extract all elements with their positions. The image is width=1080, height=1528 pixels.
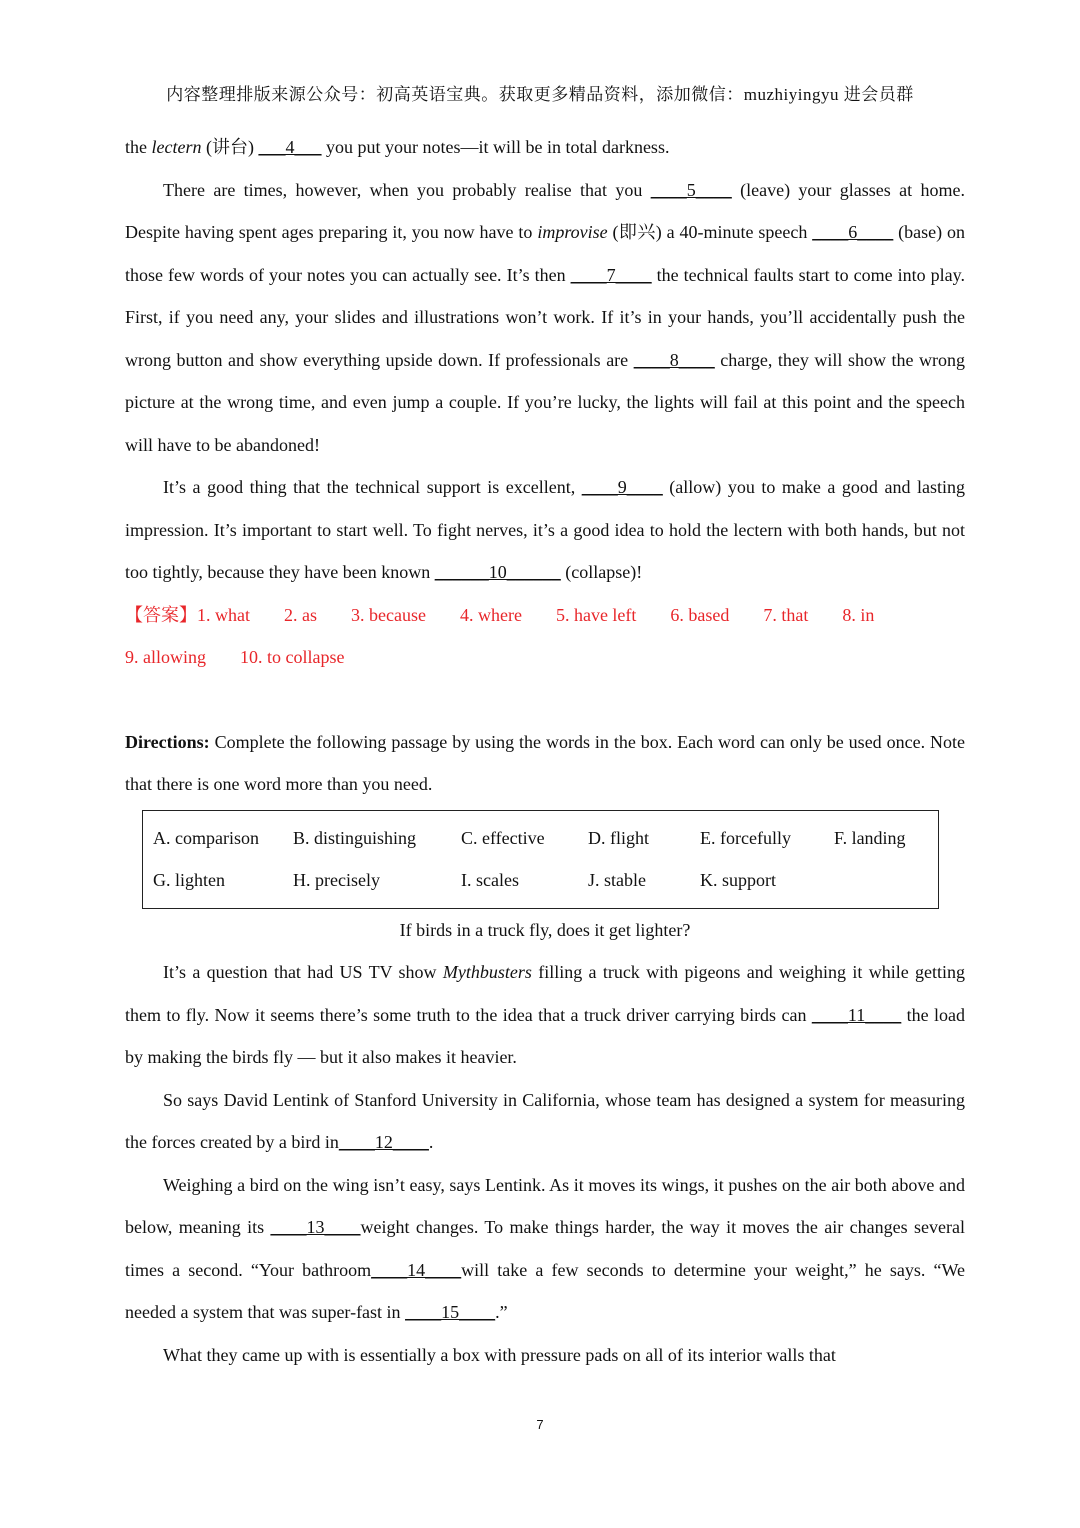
passage-paragraph-3: Weighing a bird on the wing isn’t easy, says Lentink. As it moves its wings, it pushes on the air both above and below, meaning its ____13____weight changes. To make things harder, the way it moves the air changes several times a second. “Your bathroom____14____will take a few seconds to determine your weight,” he says. “We needed a system that was super-fast in ____15____.” [125,1174,965,1322]
passage-paragraph-2: So says David Lentink of Stanford University in California, whose team has designed a system for measuring the forces created by a bird in____12____. [125,1089,965,1152]
word-option: E. forcefully [700,827,791,848]
word-option: K. support [700,870,776,890]
word-box [142,810,939,909]
answer-item: 8. in [842,604,875,625]
spacer [125,679,965,721]
word-box-row [153,859,938,902]
page-number: 7 [536,1417,544,1432]
blank-12: ____12____ [338,1132,429,1152]
blank-8: ____8____ [633,349,715,370]
blank-6: ____6____ [812,222,894,242]
word-option: H. precisely [293,870,380,890]
answer-label: 【答案】 [125,604,197,625]
answer-item: 9. allowing [125,647,206,667]
word-option: A. comparison [153,827,259,848]
paragraph-3: It’s a good thing that the technical support is excellent, ____9____ (allow) you to make a good and lasting impression. It’s important to start well. To fight nerves, it’s a good idea to hold the lectern with both hands, but not too tightly, because they have been known ______10______ (collapse)! [125,477,965,582]
paragraph-2: There are times, however, when you probably realise that you ____5____ (leave) your glasses at home. Despite having spent ages preparing it, you now have to improvise (即兴) a 40-minute speech ____6____ (base) on those few words of your notes you can actually see. It’s then ____7____ the technical faults start to come into play. First, if you need any, your slides and illustrations won’t work. If it’s in your hands, you’ll accidentally push the wrong button and show everything upside down. If professionals are ____8____ charge, they will show the wrong picture at the wrong time, and even jump a couple. If you’re lucky, the lights will fail at this point and the speech will have to be abandoned! [125,179,965,455]
word-box-row [153,817,938,860]
show-title: Mythbusters [442,962,532,982]
blank-5: ____5____ [650,179,732,200]
directions: Directions: Complete the following passage by using the words in the box. Each word can only be used once. Note that there is one word more than you need. [125,731,965,794]
blank-9: ____9____ [581,477,663,497]
word-option: B. distinguishing [293,827,417,848]
blank-4: ___4___ [258,137,322,157]
term-improvise: improvise [537,222,608,242]
passage-title: If birds in a truck fly, does it get lighter? [399,919,691,940]
document-body [125,126,965,1376]
answer-item: 3. because [351,604,426,625]
paragraph-1: the lectern (讲台) ___4___ you put your notes—it will be in total darkness. [125,137,670,157]
page-header: 内容整理排版来源公众号：初高英语宝典。获取更多精品资料，添加微信：muzhiyingyu 进会员群 [166,85,914,104]
blank-15: ____15____ [405,1302,496,1322]
blank-10: ______10______ [434,562,561,582]
blank-11: ____11____ [811,1004,902,1025]
answer-item: 5. have left [555,604,637,625]
passage-paragraph-4: What they came up with is essentially a box with pressure pads on all of its interior walls that [163,1344,836,1365]
directions-label: Directions: [125,731,210,752]
word-option: G. lighten [153,870,225,890]
answer-item: 6. based [670,604,730,625]
answer-item: 1. what [197,604,250,625]
answer-item: 4. where [459,604,522,625]
passage-paragraph-1: It’s a question that had US TV show Mythbusters filling a truck with pigeons and weighing it while getting them to fly. Now it seems there’s some truth to the idea that a truck driver carrying birds can ____11____ the load by making the birds fly — but it also makes it heavier. [125,962,965,1067]
word-option: C. effective [461,827,545,848]
blank-7: ____7____ [570,264,652,285]
blank-14: ____14____ [371,1259,462,1280]
word-option: J. stable [588,870,646,890]
answer-key [125,594,965,679]
answer-item: 10. to collapse [240,647,345,667]
word-option: F. landing [834,827,906,848]
word-option: D. flight [588,827,649,848]
answer-item: 2. as [284,604,317,625]
term-lectern: lectern [151,137,202,157]
answer-item: 7. that [763,604,809,625]
blank-13: ____13____ [270,1217,361,1237]
word-option: I. scales [461,870,519,890]
